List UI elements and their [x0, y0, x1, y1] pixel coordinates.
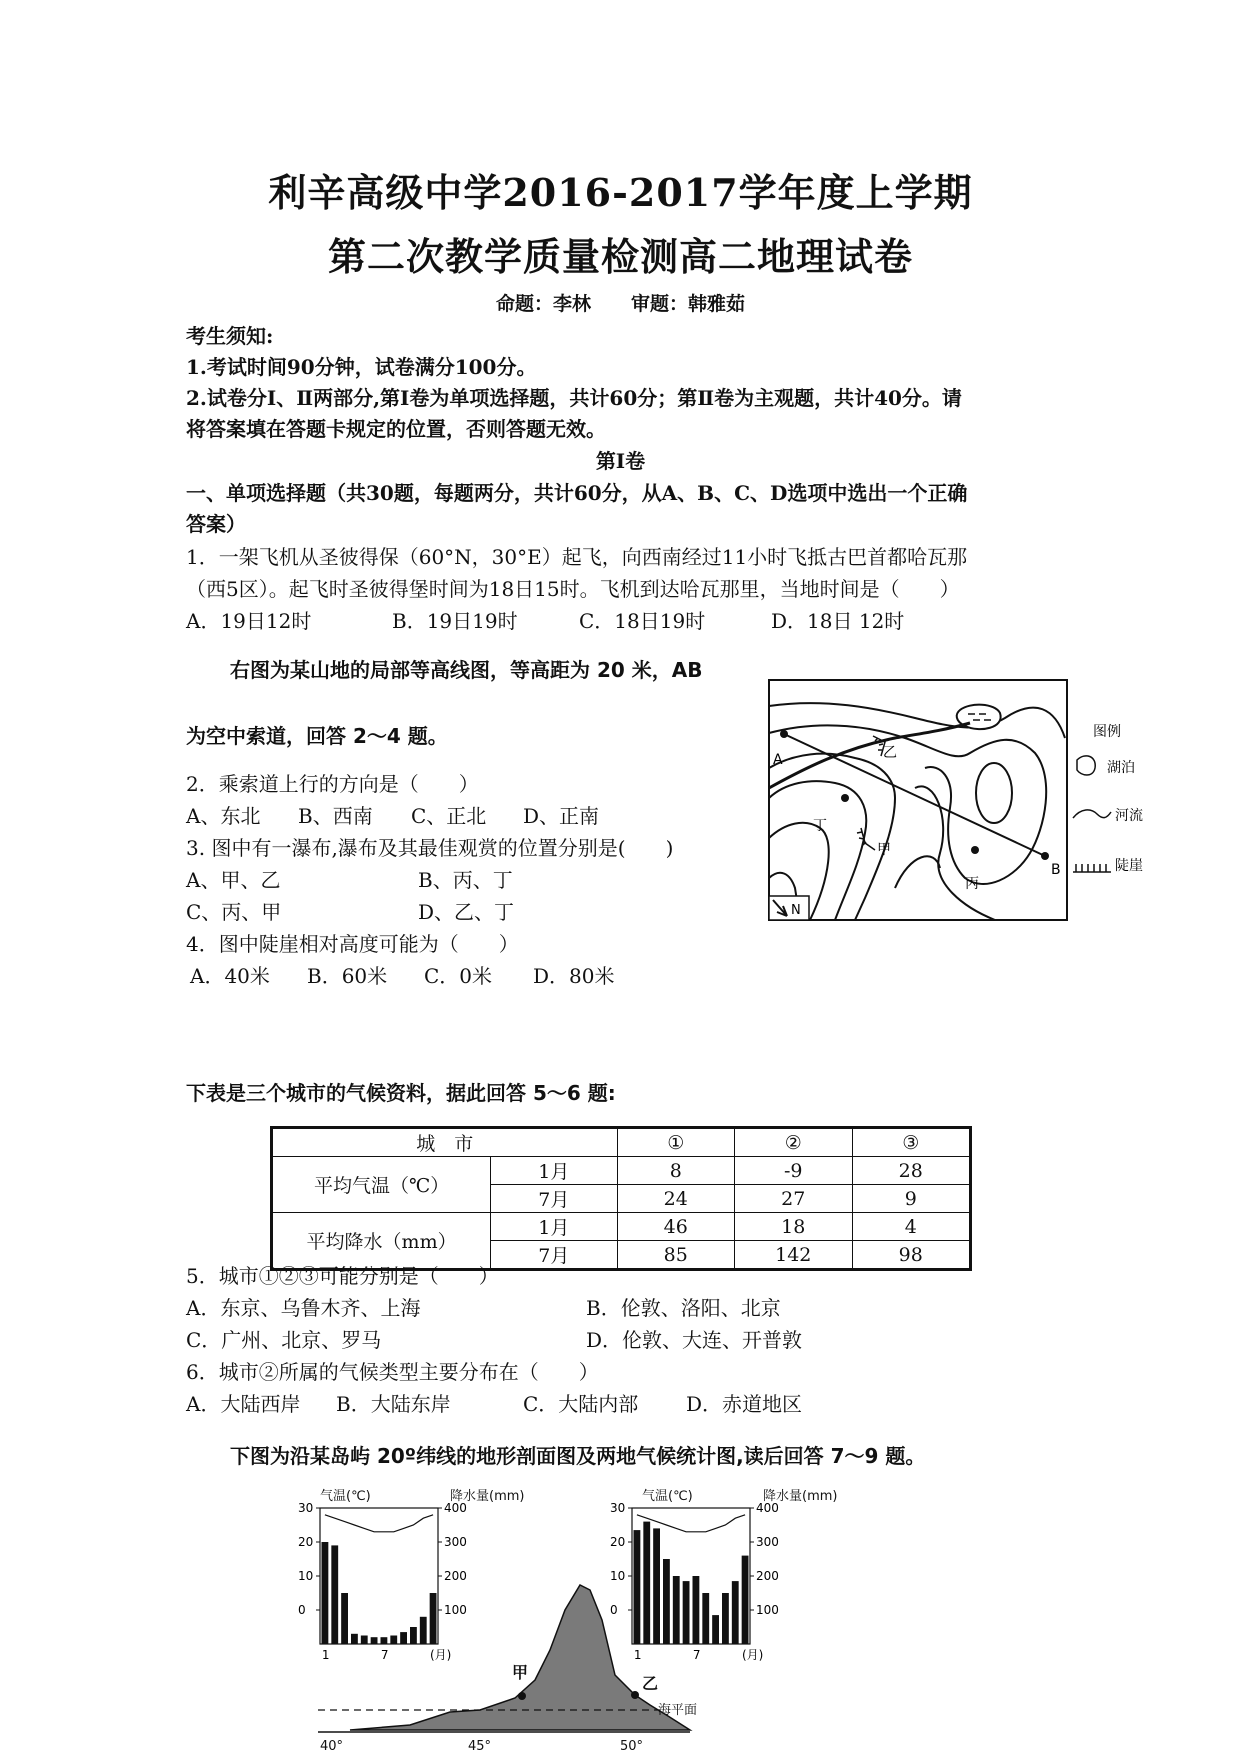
temp-tick-label: 20: [610, 1535, 626, 1549]
contour-line: [769, 725, 1046, 884]
q4-stem: 4．图中陡崖相对高度可能为（ ）: [186, 932, 519, 956]
climate-table: [270, 1126, 972, 1271]
q1-option-c: C．18日19时: [579, 609, 706, 633]
precip-bar: [722, 1593, 729, 1644]
profile-intro: 下图为沿某岛屿 20º纬线的地形剖面图及两地气候统计图,读后回答 7～9 题。: [230, 1444, 926, 1468]
label-b: B: [1051, 862, 1061, 878]
q6-option-d: D．赤道地区: [686, 1392, 803, 1416]
legend-river-icon: [1073, 810, 1111, 818]
precip-bar: [410, 1627, 417, 1644]
lon-tick: 50°: [620, 1739, 644, 1754]
precip-bar: [643, 1522, 650, 1644]
q4-option-c: C．0米: [424, 964, 493, 988]
header-city-2: ②: [734, 1128, 852, 1157]
q6-stem: 6．城市②所属的气候类型主要分布在（ ）: [186, 1360, 599, 1384]
q3-option-c: C、丙、甲: [186, 900, 282, 924]
q5-option-a: A．东京、乌鲁木齐、上海: [186, 1296, 421, 1320]
left-precip-axis-title: 降水量(mm): [450, 1489, 525, 1504]
precip-tick-label: 400: [444, 1501, 467, 1515]
temp-label: 平均气温（℃）: [272, 1157, 491, 1213]
precip-bar: [381, 1637, 388, 1644]
precip-tick-label: 300: [756, 1535, 779, 1549]
climate-chart-jia: [298, 1501, 467, 1662]
temp-line: [325, 1515, 433, 1532]
legend-lake-icon: [1077, 756, 1095, 775]
table-cell: 9: [852, 1185, 970, 1213]
point-a: [780, 730, 788, 738]
exam-title-line1: 利辛高级中学2016-2017学年度上学期: [268, 170, 973, 215]
label-jia: 甲: [877, 842, 891, 858]
sea-level-label: 海平面: [658, 1703, 698, 1718]
q5-stem: 5．城市①②③可能分别是（ ）: [186, 1264, 499, 1288]
temp-line: [637, 1515, 745, 1532]
month-tick-label: 7: [380, 1648, 389, 1662]
precip-bar: [673, 1576, 680, 1644]
table-cell: 18: [734, 1213, 852, 1241]
month-tick-label: (月): [430, 1648, 452, 1662]
precip-bar: [331, 1545, 338, 1644]
notice-item1: 1.考试时间90分钟，试卷满分100分。: [186, 355, 537, 379]
q2-option-b: B、西南: [298, 804, 373, 828]
legend-title: 图例: [1093, 724, 1121, 740]
precip-tick-label: 300: [444, 1535, 467, 1549]
precip-tick-label: 100: [756, 1603, 779, 1617]
month-tick-label: 7: [692, 1648, 701, 1662]
profile-figure: [290, 1480, 880, 1755]
contour-line: [895, 856, 940, 888]
climate-chart-yi: [610, 1501, 779, 1662]
precip-bar: [341, 1593, 348, 1644]
precip-bar: [683, 1581, 690, 1644]
lon-tick: 45°: [468, 1739, 492, 1754]
q3-option-d: D、乙、丁: [418, 900, 515, 924]
precip-bar: [390, 1636, 397, 1645]
temp-tick-label: 30: [610, 1501, 626, 1515]
north-box: [769, 896, 809, 920]
temp-tick-label: 10: [298, 1569, 314, 1583]
point-yi: [631, 1691, 639, 1699]
q3-option-b: B、丙、丁: [418, 868, 513, 892]
month-tick-label: (月): [742, 1648, 764, 1662]
q3-stem: 3. 图中有一瀑布,瀑布及其最佳观赏的位置分别是( ): [186, 836, 674, 860]
precip-bar: [634, 1530, 641, 1644]
month-tick-label: 1: [321, 1648, 330, 1662]
notice-item2-line1: 2.试卷分Ⅰ、Ⅱ两部分,第Ⅰ卷为单项选择题，共计60分；第Ⅱ卷为主观题，共计40分。请: [186, 386, 962, 410]
q6-option-b: B．大陆东岸: [336, 1392, 451, 1416]
precip-bar: [400, 1632, 407, 1644]
precip-bar: [742, 1556, 749, 1644]
q1-option-a: A．19日12时: [186, 609, 312, 633]
q2-option-a: A、东北: [186, 804, 261, 828]
contour-hill: [976, 763, 1012, 823]
precip-bar: [702, 1593, 709, 1644]
legend-lake: 湖泊: [1107, 760, 1135, 776]
point-ding: [841, 794, 849, 802]
label-jia: 甲: [512, 1663, 529, 1682]
temp-tick-label: 0: [298, 1603, 306, 1617]
precip-bar: [322, 1542, 329, 1644]
left-temp-axis-title: 气温(℃): [320, 1489, 371, 1504]
label-bing: 丙: [965, 876, 979, 892]
temp-tick-label: 0: [610, 1603, 618, 1617]
notice-item2-line2: 将答案填在答题卡规定的位置，否则答题无效。: [186, 417, 606, 441]
q1-stem-line2: （西5区）。起飞时圣彼得堡时间为18日15时。飞机到达哈瓦那里，当地时间是（ ）: [186, 577, 960, 601]
table-cell: 46: [617, 1213, 734, 1241]
precip-tick-label: 200: [756, 1569, 779, 1583]
point-jia: [518, 1692, 526, 1700]
volume-heading: 第Ⅰ卷: [595, 449, 646, 473]
map-intro-line2: 为空中索道，回答 2～4 题。: [186, 724, 448, 748]
month-jan: 1月: [491, 1157, 617, 1185]
month-jan: 1月: [491, 1213, 617, 1241]
table-cell: 98: [852, 1241, 970, 1270]
part-heading-line1: 一、单项选择题（共30题，每题两分，共计60分，从A、B、C、D选项中选出一个正确: [186, 481, 968, 505]
label-yi: 乙: [642, 1674, 659, 1693]
table-intro: 下表是三个城市的气候资料，据此回答 5～6 题:: [186, 1081, 616, 1105]
q4-option-a: A．40米: [190, 964, 270, 988]
q6-option-a: A．大陆西岸: [186, 1392, 301, 1416]
table-cell: 27: [734, 1185, 852, 1213]
precip-tick-label: 100: [444, 1603, 467, 1617]
q2-option-d: D、正南: [523, 804, 600, 828]
q4-option-d: D．80米: [533, 964, 615, 988]
precip-bar: [693, 1576, 700, 1644]
contour-line: [769, 703, 1065, 738]
month-jul: 7月: [491, 1241, 617, 1270]
map-frame: [769, 680, 1067, 920]
part-heading-line2: 答案）: [186, 512, 246, 536]
cableway-ab: [784, 734, 1045, 856]
point-bing: [971, 846, 979, 854]
table-cell: 85: [617, 1241, 734, 1270]
precip-tick-label: 400: [756, 1501, 779, 1515]
right-precip-axis-title: 降水量(mm): [763, 1489, 838, 1504]
precip-bar: [420, 1617, 427, 1644]
q6-option-c: C．大陆内部: [523, 1392, 639, 1416]
exam-title-line2: 第二次教学质量检测高二地理试卷: [327, 234, 913, 279]
map-intro-line1: 右图为某山地的局部等高线图，等高距为 20 米，AB: [230, 658, 703, 682]
lon-tick: 40°: [320, 1739, 344, 1754]
legend-river: 河流: [1115, 808, 1143, 824]
precip-bar: [663, 1559, 670, 1644]
setter: 命题：李林: [495, 293, 591, 315]
precip-label: 平均降水（mm）: [272, 1213, 491, 1270]
q1-stem-line1: 1．一架飞机从圣彼得保（60°N，30°E）起飞，向西南经过11小时飞抵古巴首都哈瓦那: [186, 545, 968, 569]
north-label: N: [791, 903, 801, 918]
q5-option-b: B．伦敦、洛阳、北京: [586, 1296, 781, 1320]
notice-heading: 考生须知:: [186, 324, 274, 348]
precip-bar: [371, 1637, 378, 1644]
label-yi: 乙: [883, 745, 897, 761]
point-b: [1041, 852, 1049, 860]
table-cell: 4: [852, 1213, 970, 1241]
precip-tick-label: 200: [444, 1569, 467, 1583]
table-cell: 24: [617, 1185, 734, 1213]
q1-option-b: B．19日19时: [392, 609, 518, 633]
q5-option-d: D．伦敦、大连、开普敦: [586, 1328, 803, 1352]
authors: [0, 289, 1241, 316]
header-city: 城 市: [272, 1128, 618, 1157]
cliff-symbol-icon: [857, 736, 885, 850]
q1-option-d: D．18日 12时: [771, 609, 905, 633]
legend-cliff-icon: [1073, 864, 1111, 872]
temp-tick-label: 10: [610, 1569, 626, 1583]
table-cell: 142: [734, 1241, 852, 1270]
precip-bar: [712, 1615, 719, 1644]
q2-stem: 2．乘索道上行的方向是（ ）: [186, 772, 479, 796]
month-jul: 7月: [491, 1185, 617, 1213]
precip-bar: [430, 1593, 437, 1644]
precip-bar: [732, 1581, 739, 1644]
precip-bar: [361, 1636, 368, 1645]
label-a: A: [773, 752, 783, 768]
temp-tick-label: 30: [298, 1501, 314, 1515]
q3-option-a: A、甲、乙: [186, 868, 281, 892]
reviewer: 审题：韩雅茹: [631, 293, 746, 315]
label-ding: 丁: [813, 818, 827, 834]
table-cell: 8: [617, 1157, 734, 1185]
header-city-1: ①: [617, 1128, 734, 1157]
precip-bar: [653, 1528, 660, 1644]
temp-tick-label: 20: [298, 1535, 314, 1549]
contour-line: [915, 786, 995, 920]
q4-option-b: B．60米: [307, 964, 388, 988]
q2-option-c: C、正北: [411, 804, 487, 828]
month-tick-label: 1: [633, 1648, 642, 1662]
contour-map: [765, 678, 1160, 924]
precip-bar: [351, 1634, 358, 1644]
table-cell: 28: [852, 1157, 970, 1185]
legend-cliff: 陡崖: [1115, 858, 1143, 874]
table-cell: -9: [734, 1157, 852, 1185]
right-temp-axis-title: 气温(℃): [642, 1489, 693, 1504]
header-city-3: ③: [852, 1128, 970, 1157]
q5-option-c: C．广州、北京、罗马: [186, 1328, 382, 1352]
